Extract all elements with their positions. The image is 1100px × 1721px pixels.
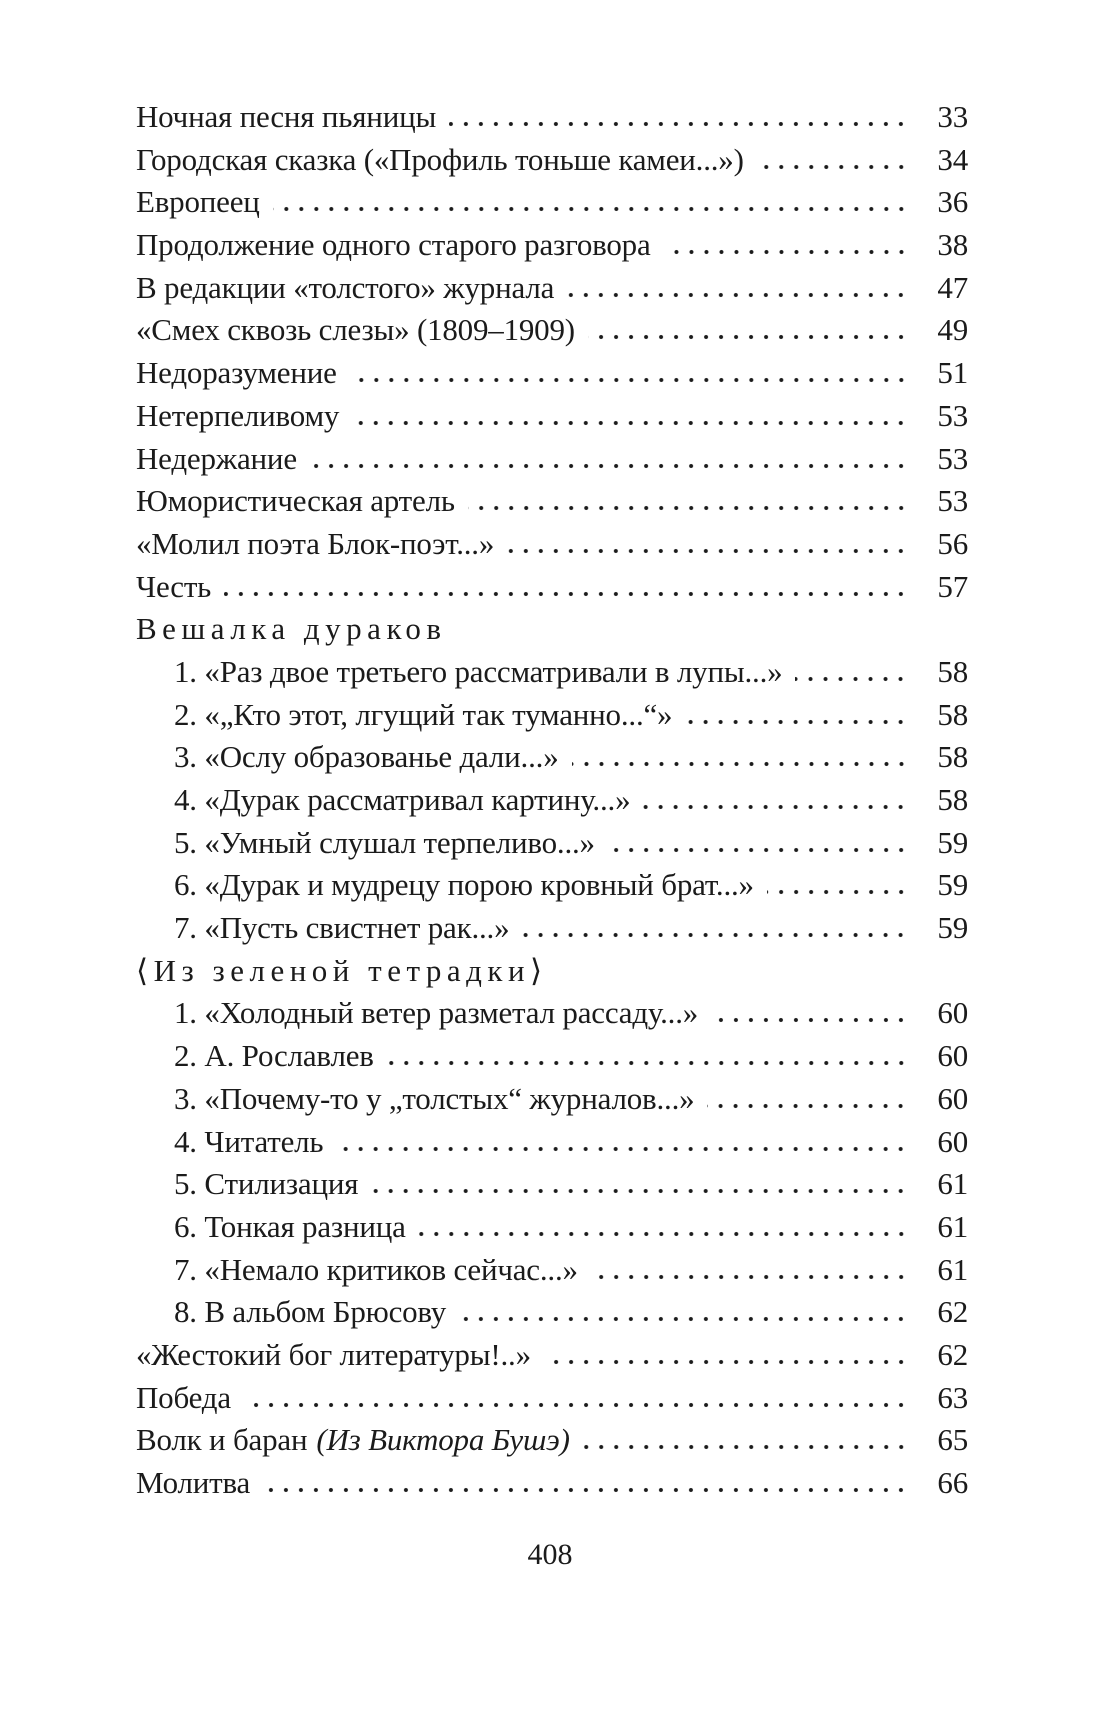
dot-leader — [572, 761, 913, 767]
toc-entry-title: В редакции «толстого» журнала — [136, 269, 555, 305]
toc-entry — [136, 736, 968, 779]
dot-leader — [583, 1444, 913, 1450]
toc-entry — [136, 309, 968, 352]
table-of-contents — [136, 96, 968, 1505]
toc-entry — [136, 480, 968, 523]
toc-entry-title: Недоразумение — [136, 355, 337, 391]
toc-entry — [136, 864, 968, 907]
toc-entry — [136, 1462, 968, 1505]
toc-entry-title: Недержание — [136, 440, 297, 476]
toc-entry-title: 6. Тонкая разница — [174, 1208, 406, 1244]
toc-entry — [136, 181, 968, 224]
toc-entry-title: Европеец — [136, 184, 260, 220]
dot-leader — [387, 1060, 913, 1066]
dot-leader — [522, 932, 913, 938]
toc-entry — [136, 694, 968, 737]
toc-entry-title: Молитва — [136, 1465, 251, 1500]
toc-entry-page: 61 — [937, 1208, 968, 1244]
toc-entry-title: 1. «Раз двое третьего рассматривали в лупы...» — [174, 653, 783, 689]
toc-entry-title: 7. «Немало критиков сейчас...» — [174, 1251, 578, 1287]
toc-entry-page: 60 — [937, 1123, 968, 1159]
toc-entry — [136, 438, 968, 481]
toc-entry-title: 2. «„Кто этот, лгущий так туманно...“» — [174, 696, 673, 732]
toc-entry-title: 3. «Ослу образованье дали...» — [174, 739, 559, 775]
toc-entry — [136, 523, 968, 566]
toc-entry-page: 60 — [937, 1080, 968, 1116]
dot-leader — [685, 719, 913, 725]
toc-entry — [136, 1334, 968, 1377]
toc-entry — [136, 1291, 968, 1334]
toc-entry-page: 62 — [937, 1336, 968, 1372]
dot-leader — [336, 1146, 913, 1152]
dot-leader — [263, 1487, 913, 1493]
toc-entry — [136, 1377, 968, 1420]
dot-leader — [352, 420, 913, 426]
toc-entry-page: 65 — [937, 1422, 968, 1458]
dot-leader — [273, 206, 913, 212]
toc-entry-page: 59 — [937, 867, 968, 903]
toc-entry-page: 60 — [937, 995, 968, 1031]
toc-entry-title: 2. А. Рославлев — [174, 1038, 374, 1074]
toc-entry-page: 58 — [937, 653, 968, 689]
toc-entry — [136, 352, 968, 395]
toc-entry-title: «Смех сквозь слезы» (1809–1909) — [136, 312, 575, 348]
toc-entry — [136, 1419, 968, 1462]
toc-entry-page: 56 — [937, 525, 968, 561]
toc-section-heading — [136, 608, 968, 651]
toc-entry-title: «Жестокий бог литературы!..» — [136, 1336, 531, 1372]
dot-leader — [310, 463, 913, 469]
toc-entry — [136, 267, 968, 310]
dot-leader — [419, 1231, 913, 1237]
toc-entry — [136, 1035, 968, 1078]
dot-leader — [608, 847, 913, 853]
toc-entry-title: Юмористическая артель — [136, 483, 455, 519]
toc-entry-page: 53 — [937, 397, 968, 433]
toc-entry — [136, 1249, 968, 1292]
dot-leader — [643, 804, 913, 810]
toc-entry — [136, 224, 968, 267]
toc-entry-page: 58 — [937, 696, 968, 732]
page-number-footer: 408 — [527, 1538, 573, 1571]
toc-entry-title: 4. «Дурак рассматривал картину...» — [174, 782, 631, 817]
toc-entry — [136, 1163, 968, 1206]
toc-entry-title: 5. «Умный слушал терпеливо...» — [174, 824, 595, 860]
toc-entry-title: Городская сказка («Профиль тоньше камеи...») — [136, 141, 744, 177]
toc-entry-page: 53 — [937, 483, 968, 519]
toc-entry-title: ⟨Из зеленой тетрадки⟩ — [136, 952, 548, 988]
toc-entry-page: 49 — [937, 312, 968, 348]
dot-leader — [371, 1188, 913, 1194]
toc-entry — [136, 992, 968, 1035]
dot-leader — [767, 889, 913, 895]
toc-entry-page: 59 — [937, 910, 968, 946]
toc-entry-title: Честь — [136, 568, 212, 604]
toc-entry-page: 36 — [937, 184, 968, 220]
toc-section-heading — [136, 950, 968, 993]
toc-entry-page: 60 — [937, 1038, 968, 1074]
dot-leader — [567, 292, 913, 298]
dot-leader — [757, 164, 913, 170]
toc-entry-title: Победа — [136, 1379, 231, 1415]
toc-entry-page: 33 — [937, 99, 968, 134]
toc-entry — [136, 139, 968, 182]
dot-leader — [350, 377, 913, 383]
toc-entry-title: Нетерпеливому — [136, 397, 340, 433]
toc-entry-page: 34 — [937, 141, 968, 177]
toc-entry — [136, 822, 968, 865]
toc-entry-page: 62 — [937, 1294, 968, 1330]
toc-entry-title-italic: (Из Виктора Бушэ) — [316, 1422, 570, 1458]
toc-entry — [136, 96, 968, 139]
toc-entry-page: 58 — [937, 739, 968, 775]
toc-entry-page: 63 — [937, 1379, 968, 1415]
dot-leader — [591, 1274, 913, 1280]
toc-entry — [136, 1206, 968, 1249]
toc-entry-page: 53 — [937, 440, 968, 476]
toc-entry-page: 47 — [937, 269, 968, 305]
toc-entry-page: 66 — [937, 1465, 968, 1500]
dot-leader — [707, 1103, 913, 1109]
dot-leader — [711, 1017, 913, 1023]
toc-entry — [136, 651, 968, 694]
toc-entry-page: 38 — [937, 227, 968, 263]
toc-entry-title: 5. Стилизация — [174, 1166, 359, 1202]
toc-entry-title: Продолжение одного старого разговора — [136, 227, 651, 263]
toc-entry-page: 57 — [937, 568, 968, 604]
dot-leader — [459, 1316, 913, 1322]
toc-entry-title: Ночная песня пьяницы — [136, 99, 437, 134]
toc-entry-title: 1. «Холодный ветер разметал рассаду...» — [174, 995, 699, 1031]
toc-entry — [136, 907, 968, 950]
toc-entry-title: 4. Читатель — [174, 1123, 324, 1159]
dot-leader — [544, 1359, 913, 1365]
toc-entry — [136, 1121, 968, 1164]
toc-entry-title: Вешалка дураков — [136, 611, 447, 647]
toc-entry — [136, 566, 968, 609]
toc-entry-title: 6. «Дурак и мудрецу порою кровный брат...» — [174, 867, 754, 903]
toc-entry — [136, 779, 968, 822]
toc-entry-page: 51 — [937, 355, 968, 391]
dot-leader — [244, 1402, 913, 1408]
toc-entry-title: 7. «Пусть свистнет рак...» — [174, 910, 510, 946]
toc-entry-title: 3. «Почему-то у „толстых“ журналов...» — [174, 1080, 695, 1116]
dot-leader — [468, 505, 913, 511]
toc-entry-page: 61 — [937, 1251, 968, 1287]
toc-entry-title: «Молил поэта Блок-поэт...» — [136, 525, 495, 561]
dot-leader — [664, 249, 913, 255]
dot-leader — [795, 676, 913, 682]
toc-entry — [136, 1078, 968, 1121]
toc-entry-page: 59 — [937, 824, 968, 860]
toc-entry-page: 61 — [937, 1166, 968, 1202]
dot-leader — [224, 591, 913, 597]
toc-entry-title: Волк и баран — [136, 1422, 308, 1458]
dot-leader — [449, 121, 913, 127]
dot-leader — [588, 334, 913, 340]
toc-entry-title: 8. В альбом Брюсову — [174, 1294, 447, 1330]
toc-entry — [136, 395, 968, 438]
toc-entry-page: 58 — [937, 782, 968, 817]
dot-leader — [507, 548, 913, 554]
